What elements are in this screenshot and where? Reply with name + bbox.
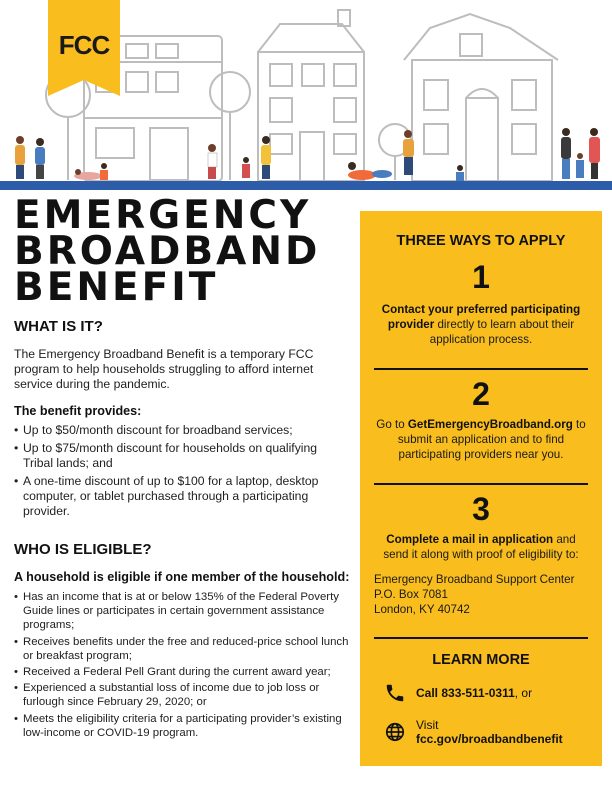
address-line: London, KY 40742 bbox=[374, 603, 470, 616]
title-line-3: BENEFIT bbox=[14, 265, 219, 310]
eligible-heading: WHO IS ELIGIBLE? bbox=[14, 541, 152, 558]
fcc-logo-text: FCC bbox=[58, 30, 110, 60]
step-1-number: 1 bbox=[472, 259, 490, 295]
step-1-rest: directly to learn about their application process. bbox=[429, 318, 575, 346]
address-line: P.O. Box 7081 bbox=[374, 588, 448, 601]
what-heading: WHAT IS IT? bbox=[14, 318, 103, 335]
list-item: • A one-time discount of up to $100 for a laptop, desktop computer, or tablet purchased through a participating provider. bbox=[14, 474, 350, 519]
left-column bbox=[14, 318, 350, 742]
step-1-bold: Contact your preferred participating provider bbox=[381, 303, 581, 331]
list-item: • Meets the eligibility criteria for a participating provider’s existing low-income or COVID-19 program. bbox=[14, 712, 350, 740]
title-line-1: EMERGENCY bbox=[14, 193, 312, 238]
step-2-rest: to submit an application and to find participating providers near you. bbox=[397, 418, 586, 461]
phone-number: Call 833-511-0311 bbox=[416, 686, 515, 700]
web-contact[interactable] bbox=[384, 718, 588, 746]
mail-address bbox=[374, 572, 588, 617]
title-line-2: BROADBAND bbox=[14, 229, 321, 274]
list-item: • Has an income that is at or below 135% of the Federal Poverty Guide lines or participates in certain government assistance programs; bbox=[14, 590, 350, 633]
step-2-lead: Go to bbox=[376, 418, 408, 431]
eligible-list bbox=[14, 590, 350, 740]
step-3-rest: and send it along with proof of eligibility to: bbox=[383, 533, 579, 561]
step-3-bold: Complete a mail in application bbox=[386, 533, 554, 546]
phone-icon bbox=[384, 682, 406, 704]
step-3-number: 3 bbox=[472, 491, 490, 527]
list-item: • Up to $75/month discount for households on qualifying Tribal lands; and bbox=[14, 441, 350, 471]
divider bbox=[374, 368, 588, 370]
step-2-number: 2 bbox=[472, 376, 490, 412]
ground-strip bbox=[0, 181, 612, 190]
web-prefix: Visit bbox=[416, 718, 439, 732]
step-2-link[interactable]: GetEmergencyBroadband.org bbox=[407, 418, 573, 431]
web-link[interactable]: fcc.gov/broadbandbenefit bbox=[416, 732, 563, 746]
phone-suffix: , or bbox=[514, 686, 533, 700]
list-item: • Receives benefits under the free and reduced-price school lunch or breakfast program; bbox=[14, 635, 350, 663]
list-item: • Experienced a substantial loss of income due to job loss or furlough since February 29, 2020; or bbox=[14, 681, 350, 709]
benefit-list bbox=[14, 423, 350, 519]
divider bbox=[374, 637, 588, 639]
step-1-text bbox=[374, 302, 588, 347]
globe-icon bbox=[384, 721, 406, 743]
page-title bbox=[14, 193, 321, 310]
apply-panel bbox=[360, 211, 602, 766]
benefit-heading: The benefit provides: bbox=[14, 404, 142, 418]
eligible-lead: A household is eligible if one member of the household: bbox=[14, 570, 350, 584]
what-body: The Emergency Broadband Benefit is a temporary FCC program to help households struggling to afford internet service during the pandemic. bbox=[14, 347, 314, 391]
list-item: • Received a Federal Pell Grant during the current award year; bbox=[14, 665, 350, 679]
address-line: Emergency Broadband Support Center bbox=[374, 573, 575, 586]
step-2-text bbox=[374, 417, 588, 462]
step-3-text bbox=[374, 532, 588, 562]
learn-heading: LEARN MORE bbox=[432, 652, 530, 668]
phone-contact[interactable] bbox=[384, 682, 588, 704]
apply-heading: THREE WAYS TO APPLY bbox=[396, 233, 566, 249]
list-item: • Up to $50/month discount for broadband services; bbox=[14, 423, 350, 438]
divider bbox=[374, 483, 588, 485]
